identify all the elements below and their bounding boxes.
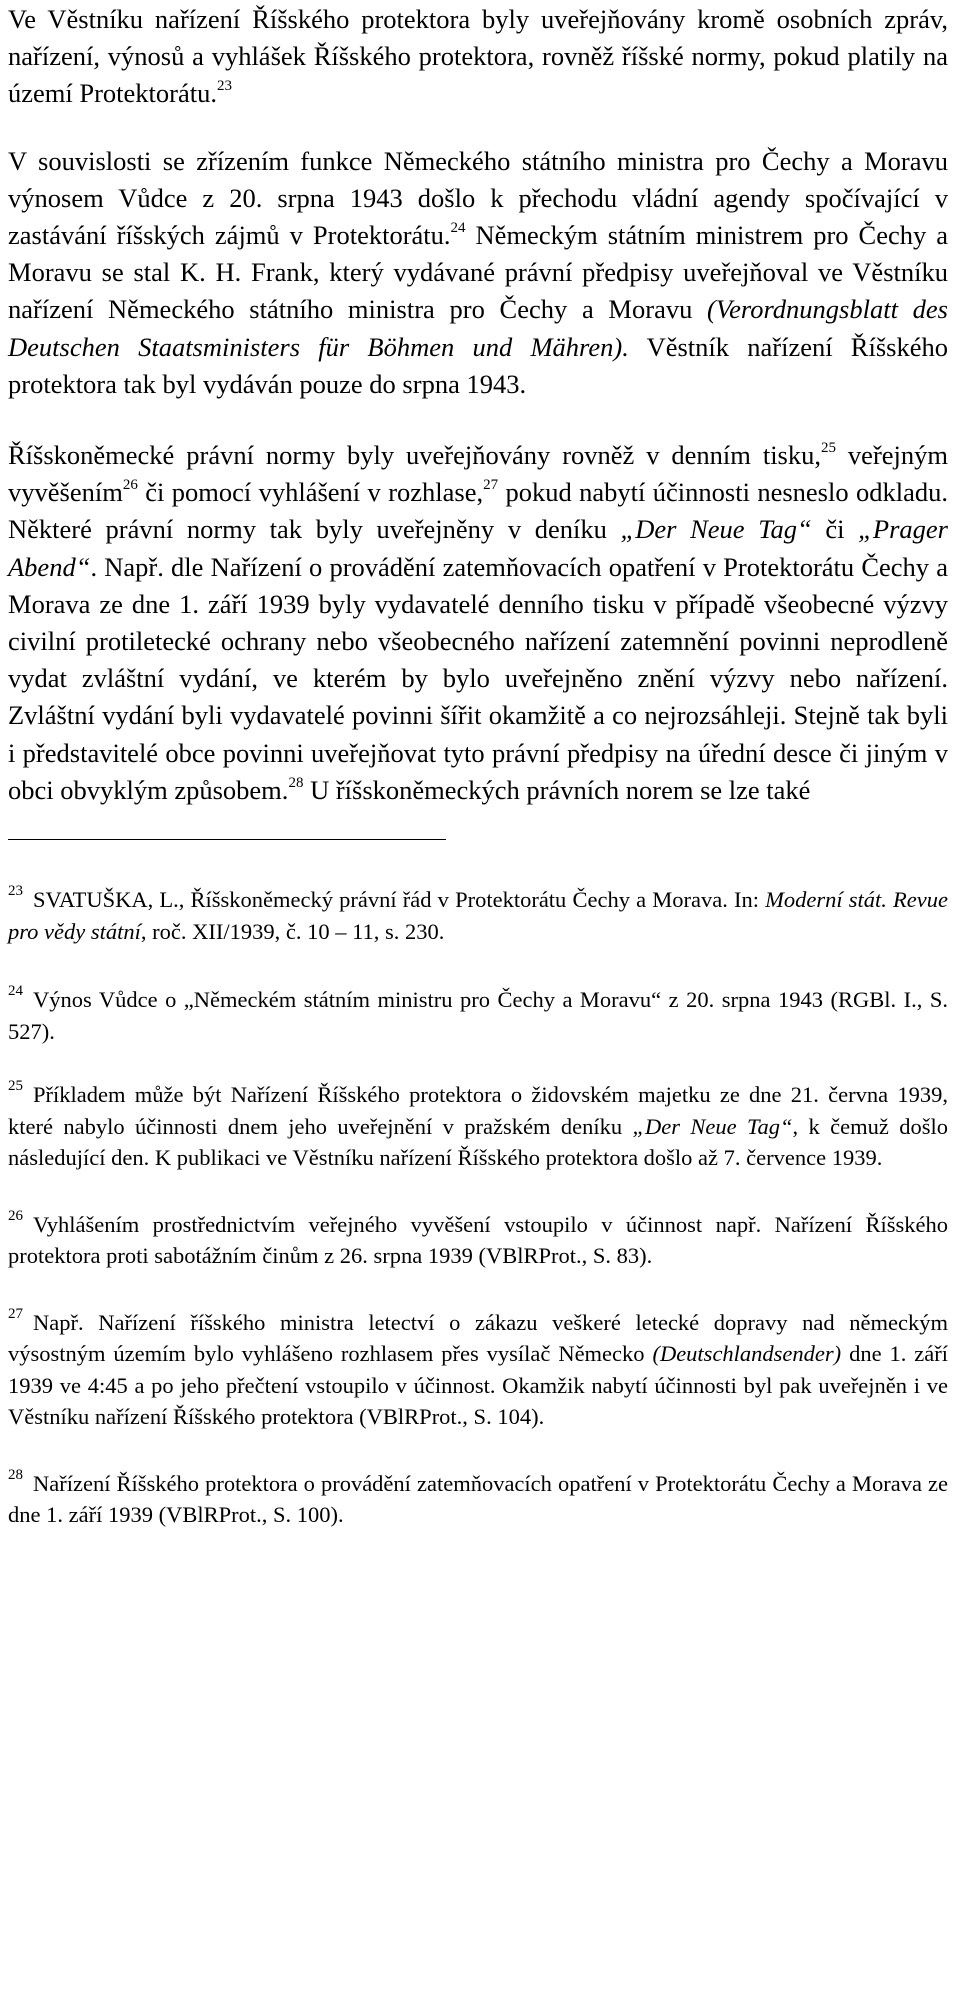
footnote-separator — [8, 839, 446, 840]
footnote-ref-27[interactable]: 27 — [483, 477, 499, 494]
footnotes-section — [8, 884, 948, 1531]
paragraph-3-italic-1: „Der Neue Tag“ — [620, 514, 812, 545]
footnote-23 — [8, 884, 948, 947]
footnote-28 — [8, 1468, 948, 1531]
paragraph-3-text-f: . Např. dle Nařízení o provádění zatemňovacích opatření v Protektorátu Čechy a Morava ze dne 1. září 1939 byly vydavatelé denního tisku v případě všeobecné výzvy civilní protiletecké ochrany nebo všeobecného nařízení zatemnění povinni neprodleně vydat zvláštní vydání, ve kterém by bylo uveřejněno znění výzvy nebo nařízení. Zvláštní vydání byli vydavatelé povinni šířit okamžitě a co nejrozsáhleji. Stejně tak byli i představitelé obce povinni uveřejňovat tyto právní předpisy na úřední desce či jiným v obci obvyklým způsobem. — [8, 551, 948, 805]
paragraph-3-text-b: veřejným vyvěšením — [8, 440, 949, 508]
footnote-27-text-b: dne 1. září 1939 ve 4:45 a po jeho přečtení vstoupilo v účinnost. Okamžik nabytí účinnosti byl pak uveřejněn i ve Věstníku nařízení Říšského protektora (VBlRProt., S. 104). — [8, 1341, 948, 1430]
footnote-23-text-a: SVATUŠKA, L., Říšskoněmecký právní řád v Protektorátu Čechy a Morava. In: — [33, 887, 766, 913]
footnote-number-24: 24 — [8, 983, 23, 1000]
paragraph-3-text-g: U říšskoněmeckých právních norem se lze také — [303, 774, 811, 805]
footnote-ref-25[interactable]: 25 — [821, 440, 836, 457]
footnote-24-text: Výnos Vůdce o „Německém státním ministru pro Čechy a Moravu“ z 20. srpna 1943 (RGBl. I., S. 527). — [8, 987, 948, 1044]
paragraph-2-italic: (Verordnungsblatt des Deutschen Staatsministers für Böhmen und Mähren). — [8, 294, 948, 362]
footnote-26-text: Vyhlášením prostřednictvím veřejného vyvěšení vstoupilo v účinnost např. Nařízení Říšského protektora proti sabotážním činům z 26. srpna 1939 (VBlRProt., S. 83). — [8, 1211, 948, 1269]
footnote-ref-26[interactable]: 26 — [122, 477, 138, 494]
paragraph-2 — [8, 143, 948, 403]
footnote-25 — [8, 1079, 948, 1174]
paragraph-3-text-c: či pomocí vyhlášení v rozhlase, — [137, 477, 484, 508]
paragraph-3-text-d: pokud nabytí účinnosti nesneslo odkladu. Některé právní normy tak byly uveřejněny v deníku — [8, 477, 948, 545]
footnote-number-23: 23 — [8, 883, 23, 900]
footnote-ref-24[interactable]: 24 — [450, 220, 466, 237]
paragraph-3-text-a: Říšskoněmecké právní normy byly uveřejňovány rovněž v denním tisku, — [8, 440, 821, 471]
paragraph-2-text-a: V souvislosti se zřízením funkce Německého státního ministra pro Čechy a Moravu výnosem Vůdce z 20. srpna 1943 došlo k přechodu vládní agendy spočívající v zastávání říšských zájmů v Protektorátu. — [8, 145, 948, 251]
paragraph-2-text-b: Německým státním ministrem pro Čechy a Moravu se stal K. H. Frank, který vydávané právní předpisy uveřejňoval ve Věstníku nařízení Německého státního ministra pro Čechy a Moravu — [8, 220, 948, 325]
paragraph-1 — [8, 0, 948, 113]
footnote-25-italic: „Der Neue Tag“ — [632, 1113, 793, 1139]
footnote-number-28: 28 — [8, 1466, 23, 1483]
paragraph-1-text: Ve Věstníku nařízení Říšského protektora byly uveřejňovány kromě osobních zpráv, nařízení, výnosů a vyhlášek Říšského protektora, rovněž říšské normy, pokud platily na území Protektorátu. — [8, 4, 948, 109]
paragraph-3-italic-2: „Prager Abend“ — [8, 514, 948, 582]
footnote-27-italic: (Deutschlandsender) — [652, 1341, 842, 1367]
footnote-26 — [8, 1209, 948, 1272]
main-text — [8, 0, 948, 809]
footnote-number-27: 27 — [8, 1305, 23, 1322]
footnote-27 — [8, 1307, 948, 1433]
footnote-25-text-a: Příkladem může být Nařízení Říšského protektora o židovském majetku ze dne 21. června 1939, které nabylo účinnosti dnem jeho uveřejnění v pražském deníku — [8, 1082, 948, 1139]
footnote-25-text-b: , k čemuž došlo následující den. K publikaci ve Věstníku nařízení Říšského protektora došlo až 7. července 1939. — [8, 1113, 948, 1171]
paragraph-3-text-e: či — [811, 514, 859, 545]
paragraph-2-text-c: Věstník nařízení Říšského protektora tak byl vydáván pouze do srpna 1943. — [8, 331, 948, 399]
footnote-number-25: 25 — [8, 1078, 23, 1095]
footnote-ref-23[interactable]: 23 — [217, 78, 232, 95]
footnote-ref-28[interactable]: 28 — [288, 774, 304, 791]
footnote-24 — [8, 984, 948, 1047]
footnote-number-26: 26 — [8, 1207, 23, 1224]
footnote-23-text-b: , roč. XII/1939, č. 10 – 11, s. 230. — [140, 918, 445, 944]
footnote-23-italic: Moderní stát. Revue pro vědy státní — [8, 887, 948, 944]
paragraph-3 — [8, 437, 948, 809]
footnote-27-text-a: Např. Nařízení říšského ministra letectví o zákazu veškeré letecké dopravy nad německým výsostným územím bylo vyhlášeno rozhlasem přes vysílač Německo — [8, 1309, 948, 1367]
footnote-28-text: Nařízení Říšského protektora o provádění zatemňovacích opatření v Protektorátu Čechy a Morava ze dne 1. září 1939 (VBlRProt., S. 100). — [8, 1470, 948, 1528]
